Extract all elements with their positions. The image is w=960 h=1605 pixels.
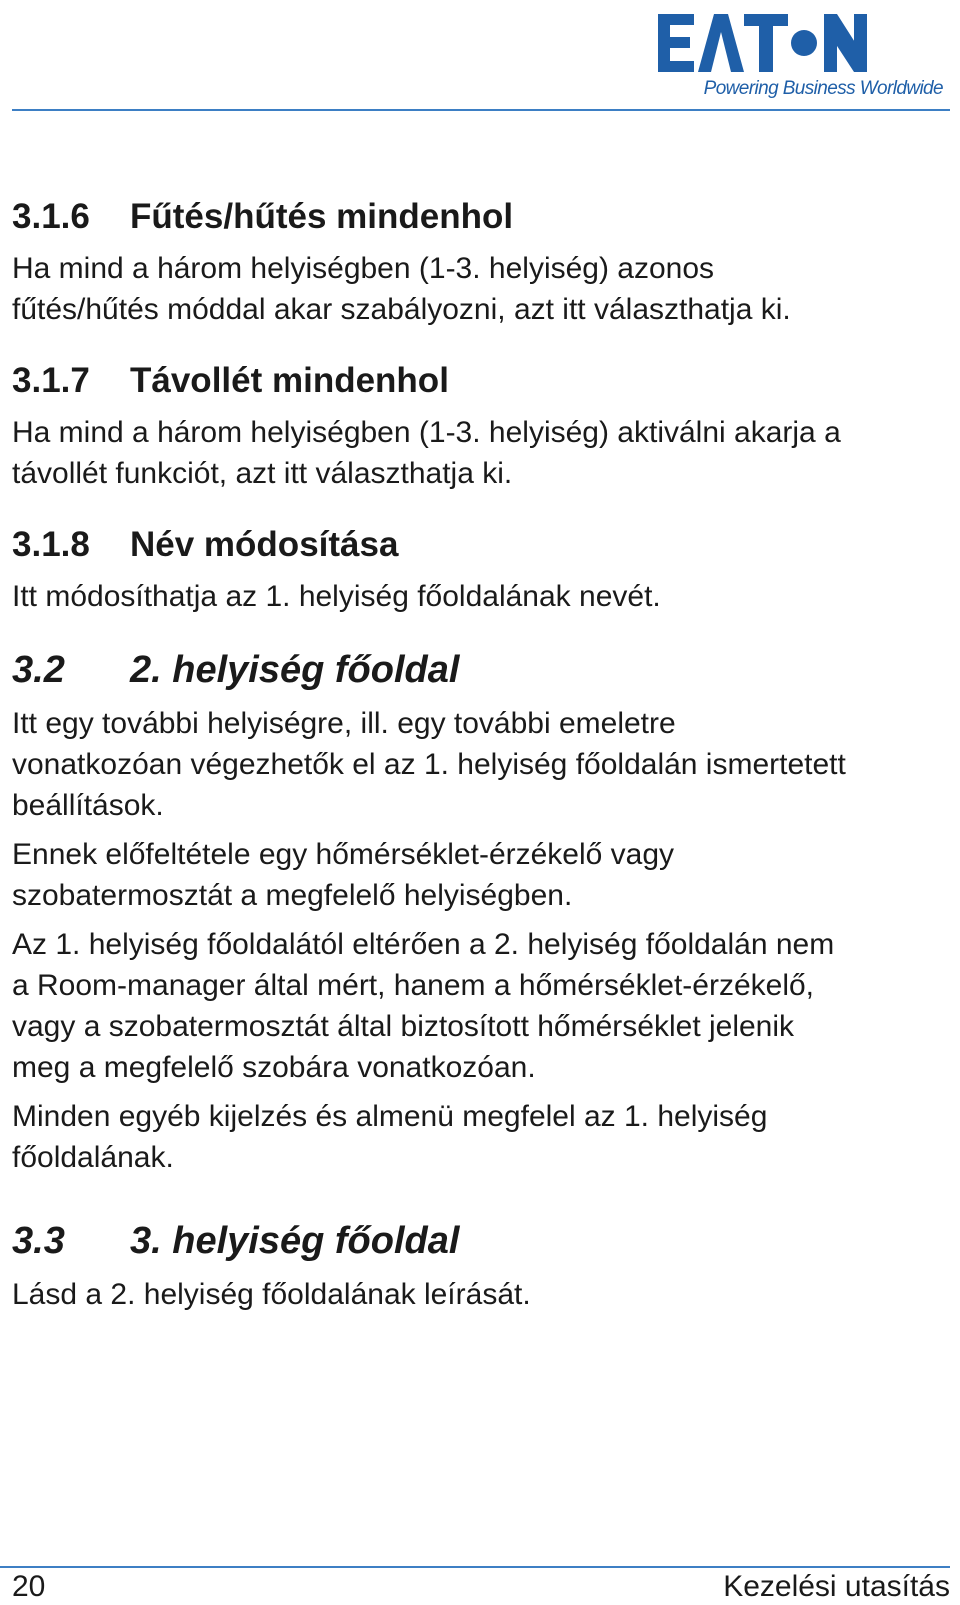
paragraph-line: Itt egy további helyiségre, ill. egy további emeletre bbox=[12, 707, 676, 740]
paragraph-line: meg a megfelelő szobára vonatkozóan. bbox=[12, 1051, 536, 1084]
heading-number: 3.1.6 bbox=[12, 197, 90, 236]
heading-number: 3.2 bbox=[12, 649, 65, 691]
header-divider bbox=[12, 109, 950, 111]
heading-title: Fűtés/hűtés mindenhol bbox=[130, 197, 514, 236]
paragraph-line: Itt módosíthatja az 1. helyiség főoldalának nevét. bbox=[12, 580, 661, 613]
paragraph-line: Ennek előfeltétele egy hőmérséklet-érzékelő vagy bbox=[12, 838, 675, 871]
heading-3-1-6 bbox=[12, 196, 957, 238]
paragraph-line: Ha mind a három helyiségben (1-3. helyiség) aktiválni akarja a bbox=[12, 416, 841, 449]
eaton-logo bbox=[658, 12, 943, 102]
paragraph-line: Lásd a 2. helyiség főoldalának leírását. bbox=[12, 1278, 531, 1311]
paragraph-line: távollét funkciót, azt itt választhatja ki. bbox=[12, 457, 513, 490]
heading-3-1-8 bbox=[12, 524, 957, 566]
page-footer bbox=[12, 1568, 950, 1605]
page-number: 20 bbox=[12, 1570, 46, 1603]
page-content bbox=[12, 196, 957, 1315]
paragraph-line: vagy a szobatermosztát által biztosított hőmérséklet jelenik bbox=[12, 1010, 795, 1043]
document-title: Kezelési utasítás bbox=[723, 1570, 950, 1603]
heading-number: 3.1.7 bbox=[12, 361, 90, 400]
heading-3-2 bbox=[12, 647, 957, 693]
paragraph-line: Az 1. helyiség főoldalától eltérően a 2. helyiség főoldalán nem bbox=[12, 928, 835, 961]
heading-number: 3.1.8 bbox=[12, 525, 90, 564]
logo-tagline: Powering Business Worldwide bbox=[703, 78, 943, 99]
heading-3-3 bbox=[12, 1218, 957, 1264]
heading-title: 3. helyiség főoldal bbox=[130, 1220, 460, 1262]
paragraph-line: fűtés/hűtés móddal akar szabályozni, azt itt választhatja ki. bbox=[12, 293, 791, 326]
heading-title: 2. helyiség főoldal bbox=[130, 649, 460, 691]
heading-title: Név módosítása bbox=[130, 525, 399, 564]
heading-number: 3.3 bbox=[12, 1220, 65, 1262]
paragraph-line: vonatkozóan végezhetők el az 1. helyiség főoldalán ismertetett bbox=[12, 748, 846, 781]
paragraph-line: beállítások. bbox=[12, 789, 164, 822]
heading-3-1-7 bbox=[12, 360, 957, 402]
eaton-wordmark bbox=[658, 12, 878, 74]
paragraph-line: a Room-manager által mért, hanem a hőmérséklet-érzékelő, bbox=[12, 969, 815, 1002]
paragraph-line: főoldalának. bbox=[12, 1141, 174, 1174]
paragraph-line: Ha mind a három helyiségben (1-3. helyiség) azonos bbox=[12, 252, 715, 285]
paragraph-line: szobatermosztát a megfelelő helyiségben. bbox=[12, 879, 573, 912]
heading-title: Távollét mindenhol bbox=[130, 361, 449, 400]
paragraph-line: Minden egyéb kijelzés és almenü megfelel az 1. helyiség bbox=[12, 1100, 768, 1133]
